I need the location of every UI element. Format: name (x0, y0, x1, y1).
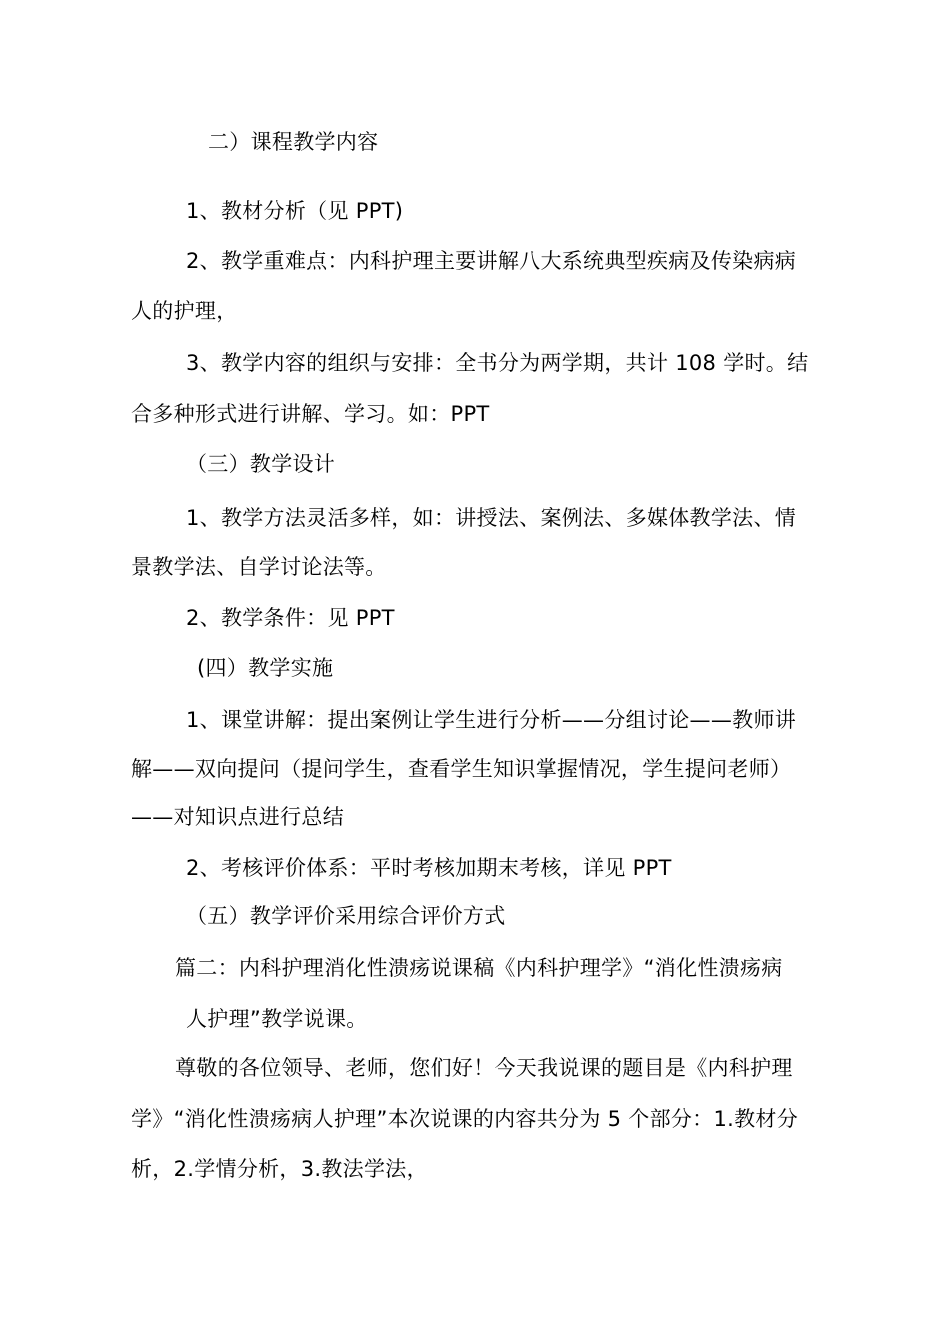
section-heading-teaching-implementation: (四）教学实施 (197, 656, 334, 680)
paragraph-line: 景教学法、自学讨论法等。 (131, 555, 387, 579)
paragraph-line: 合多种形式进行讲解、学习。如：PPT (131, 402, 490, 426)
section-heading-teaching-evaluation: （五）教学评价采用综合评价方式 (186, 904, 506, 928)
paragraph-line: 析，2.学情分析，3.教法学法， (131, 1157, 428, 1181)
paragraph-line: ——对知识点进行总结 (131, 805, 344, 829)
paragraph-line: 1、教材分析（见 PPT) (186, 199, 404, 223)
section-heading-course-content: 二）课程教学内容 (208, 130, 379, 154)
paragraph-line: 人的护理， (131, 299, 238, 323)
paragraph-line: 1、课堂讲解：提出案例让学生进行分析——分组讨论——教师讲 (186, 708, 797, 732)
paragraph-line: 2、教学条件：见 PPT (186, 606, 395, 630)
paragraph-line: 解——双向提问（提问学生，查看学生知识掌握情况，学生提问老师） (131, 757, 792, 781)
section-heading-teaching-design: （三）教学设计 (186, 452, 336, 476)
paragraph-line: 2、考核评价体系：平时考核加期末考核，详见 PPT (186, 856, 672, 880)
part-two-title: 篇二：内科护理消化性溃疡说课稿《内科护理学》“消化性溃疡病 (175, 956, 783, 980)
paragraph-line: 2、教学重难点：内科护理主要讲解八大系统典型疾病及传染病病 (186, 249, 797, 273)
paragraph-line: 尊敬的各位领导、老师，您们好！今天我说课的题目是《内科护理 (175, 1056, 793, 1080)
paragraph-line: 学》“消化性溃疡病人护理”本次说课的内容共分为 5 个部分：1.教材分 (131, 1107, 799, 1131)
paragraph-line: 3、教学内容的组织与安排：全书分为两学期，共计 108 学时。结 (186, 351, 809, 375)
part-two-title-continued: 人护理”教学说课。 (186, 1007, 368, 1031)
paragraph-line: 1、教学方法灵活多样，如：讲授法、案例法、多媒体教学法、情 (186, 506, 797, 530)
